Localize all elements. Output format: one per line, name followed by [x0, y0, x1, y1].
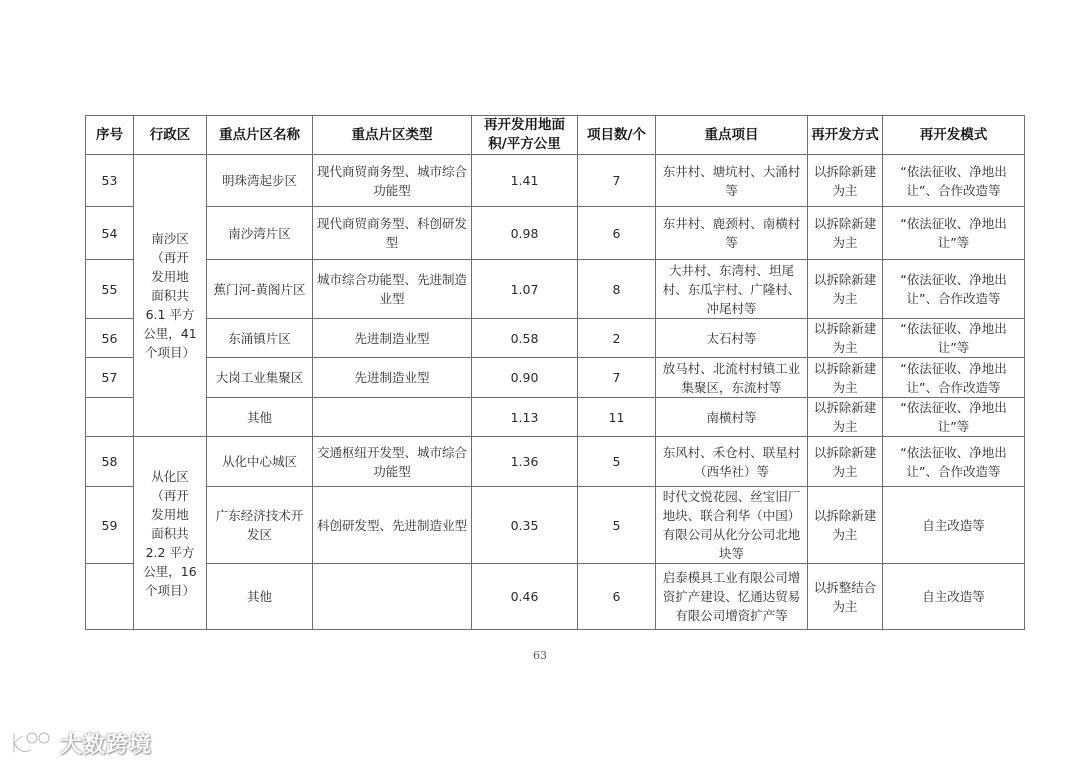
- cell-project-count: 5: [578, 437, 656, 487]
- cell-area-name: 明珠湾起步区: [207, 155, 313, 207]
- cell-project-count: 7: [578, 358, 656, 398]
- cell-mode: 自主改造等: [883, 564, 1025, 630]
- cell-method: 以拆除新建为主: [808, 358, 883, 398]
- table-row: [86, 487, 1025, 564]
- kuajing-logo-icon: [8, 728, 54, 758]
- cell-no: 54: [86, 207, 134, 260]
- cell-area-type: 先进制造业型: [313, 358, 472, 398]
- cell-no: 55: [86, 260, 134, 319]
- header-district: 行政区: [134, 116, 207, 155]
- header-no: 序号: [86, 116, 134, 155]
- page-number: 63: [533, 649, 547, 662]
- cell-mode: 自主改造等: [883, 487, 1025, 564]
- table-header-row: [86, 116, 1025, 155]
- cell-method: 以拆除新建为主: [808, 155, 883, 207]
- cell-method: 以拆除新建为主: [808, 260, 883, 319]
- cell-key-projects: 时代文悦花园、丝宝旧厂地块、联合利华（中国）有限公司从化分公司北地块等: [656, 487, 808, 564]
- header-project-count: 项目数/个: [578, 116, 656, 155]
- cell-mode: “依法征收、净地出让”等: [883, 207, 1025, 260]
- cell-key-projects: 大井村、东湾村、坦尾村、东瓜宇村、广隆村、冲尾村等: [656, 260, 808, 319]
- cell-area-type: 现代商贸商务型、科创研发型: [313, 207, 472, 260]
- cell-area-name: 从化中心城区: [207, 437, 313, 487]
- header-area-type: 重点片区类型: [313, 116, 472, 155]
- cell-no: 57: [86, 358, 134, 398]
- header-land-area: 再开发用地面积/平方公里: [472, 116, 578, 155]
- cell-area-name: 南沙湾片区: [207, 207, 313, 260]
- header-method: 再开发方式: [808, 116, 883, 155]
- redevelopment-table: [85, 115, 1025, 630]
- cell-project-count: 5: [578, 487, 656, 564]
- cell-method: 以拆除新建为主: [808, 207, 883, 260]
- table-row: [86, 564, 1025, 630]
- cell-area-name: 其他: [207, 398, 313, 437]
- cell-key-projects: 东井村、鹿颈村、南横村等: [656, 207, 808, 260]
- cell-land-area: 1.07: [472, 260, 578, 319]
- cell-project-count: 2: [578, 319, 656, 358]
- cell-area-type: 城市综合功能型、先进制造业型: [313, 260, 472, 319]
- table-row: [86, 260, 1025, 319]
- cell-mode: “依法征收、净地出让”、合作改造等: [883, 358, 1025, 398]
- cell-mode: “依法征收、净地出让”、合作改造等: [883, 155, 1025, 207]
- cell-key-projects: 南横村等: [656, 398, 808, 437]
- header-key-projects: 重点项目: [656, 116, 808, 155]
- cell-no: 53: [86, 155, 134, 207]
- cell-land-area: 0.46: [472, 564, 578, 630]
- cell-method: 以拆整结合为主: [808, 564, 883, 630]
- cell-area-name: 东涌镇片区: [207, 319, 313, 358]
- cell-no: [86, 398, 134, 437]
- header-mode: 再开发模式: [883, 116, 1025, 155]
- cell-project-count: 8: [578, 260, 656, 319]
- cell-project-count: 6: [578, 564, 656, 630]
- cell-key-projects: 放马村、北流村村镇工业集聚区，东流村等: [656, 358, 808, 398]
- cell-land-area: 1.36: [472, 437, 578, 487]
- header-area-name: 重点片区名称: [207, 116, 313, 155]
- cell-area-name: 其他: [207, 564, 313, 630]
- cell-land-area: 1.13: [472, 398, 578, 437]
- cell-key-projects: 东风村、禾仓村、联星村（西华社）等: [656, 437, 808, 487]
- cell-area-name: 蕉门河-黄阁片区: [207, 260, 313, 319]
- cell-key-projects: 启泰模具工业有限公司增资扩产建设、忆通达贸易有限公司增资扩产等: [656, 564, 808, 630]
- cell-area-type: [313, 564, 472, 630]
- cell-method: 以拆除新建为主: [808, 437, 883, 487]
- cell-area-name: 广东经济技术开发区: [207, 487, 313, 564]
- cell-mode: “依法征收、净地出让”等: [883, 398, 1025, 437]
- cell-no: 56: [86, 319, 134, 358]
- cell-no: 58: [86, 437, 134, 487]
- cell-mode: “依法征收、净地出让”等: [883, 319, 1025, 358]
- table-row: [86, 437, 1025, 487]
- cell-method: 以拆除新建为主: [808, 487, 883, 564]
- cell-land-area: 0.90: [472, 358, 578, 398]
- table-row: [86, 155, 1025, 207]
- cell-no: [86, 564, 134, 630]
- cell-mode: “依法征收、净地出让”、合作改造等: [883, 260, 1025, 319]
- cell-project-count: 6: [578, 207, 656, 260]
- cell-land-area: 0.98: [472, 207, 578, 260]
- cell-land-area: 0.58: [472, 319, 578, 358]
- table-row: [86, 398, 1025, 437]
- table-row: [86, 358, 1025, 398]
- cell-district-conghua: 从化区 （再开 发用地 面积共 2.2 平方 公里，16 个项目）: [134, 437, 207, 630]
- cell-no: 59: [86, 487, 134, 564]
- cell-area-type: [313, 398, 472, 437]
- watermark-text: 大数跨境: [60, 732, 153, 758]
- cell-area-type: 科创研发型、先进制造业型: [313, 487, 472, 564]
- cell-area-type: 先进制造业型: [313, 319, 472, 358]
- cell-area-type: 现代商贸商务型、城市综合功能型: [313, 155, 472, 207]
- cell-method: 以拆除新建为主: [808, 319, 883, 358]
- cell-district-nansha: 南沙区 （再开 发用地 面积共 6.1 平方 公里，41 个项目）: [134, 155, 207, 437]
- table-row: [86, 319, 1025, 358]
- cell-area-type: 交通枢纽开发型、城市综合功能型: [313, 437, 472, 487]
- table-row: [86, 207, 1025, 260]
- cell-mode: “依法征收、净地出让”、合作改造等: [883, 437, 1025, 487]
- cell-key-projects: 太石村等: [656, 319, 808, 358]
- cell-project-count: 11: [578, 398, 656, 437]
- cell-land-area: 1.41: [472, 155, 578, 207]
- cell-method: 以拆除新建为主: [808, 398, 883, 437]
- cell-project-count: 7: [578, 155, 656, 207]
- watermark: [8, 727, 152, 759]
- cell-area-name: 大岗工业集聚区: [207, 358, 313, 398]
- cell-land-area: 0.35: [472, 487, 578, 564]
- cell-key-projects: 东井村、塘坑村、大涌村等: [656, 155, 808, 207]
